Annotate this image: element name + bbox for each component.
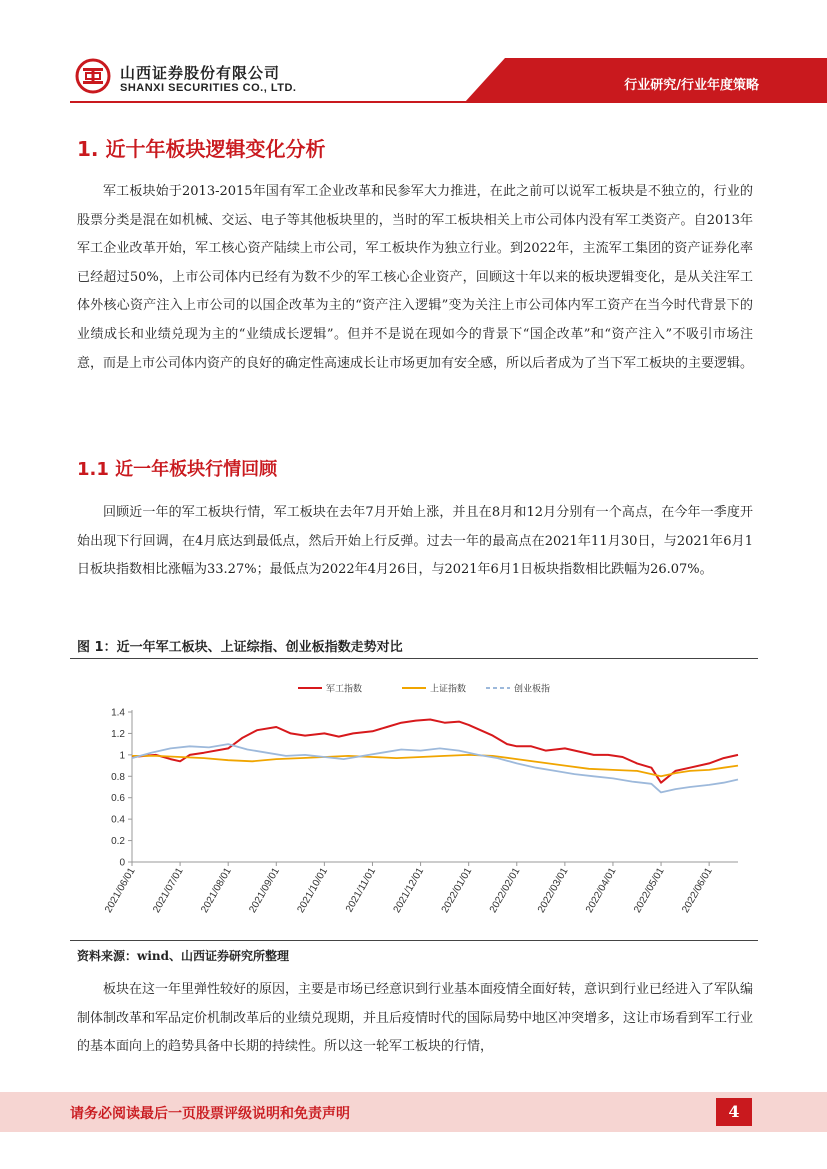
legend-label-1: 军工指数 [326,684,363,695]
section-heading-1: 1. 近十年板块逻辑变化分析 [77,137,326,161]
report-type-tag: 行业研究/行业年度策略 [624,78,759,93]
x-tick-label: 2022/01/01 [439,866,475,915]
figure-caption: 图 1：近一年军工板块、上证综指、创业板指数走势对比 [77,640,403,655]
trend-line-chart [70,662,758,938]
y-tick-label: 0.4 [111,814,125,826]
company-logo-icon [75,58,111,94]
y-tick-label: 0 [119,857,125,869]
x-tick-label: 2021/11/01 [343,866,379,915]
y-tick-label: 1 [119,750,125,762]
legend-label-2: 上证指数 [430,684,467,695]
x-tick-label: 2021/09/01 [247,866,282,915]
header-divider [70,101,827,103]
y-tick-label: 0.8 [111,771,125,783]
section-heading-1-1: 1.1 近一年板块行情回顾 [77,459,278,480]
company-name-en: SHANXI SECURITIES CO., LTD. [120,82,297,94]
x-tick-label: 2021/10/01 [295,866,330,915]
chart-container [70,662,758,938]
legend-label-3: 创业板指 [514,684,551,695]
page-number: 4 [716,1098,752,1126]
company-name-cn: 山西证券股份有限公司 [120,64,281,82]
figure-bottom-rule [70,940,758,941]
section-1-paragraph: 军工板块始于2013-2015年国有军工企业改革和民参军大力推进，在此之前可以说军工板块是不独立的，行业的股票分类是混在如机械、交运、电子等其他板块里的，当时的军工板块相关上市公司体内没有军工类资产。自2013年军工企业改革开始，军工核心资产陆续上市公司，军工板块作为独立行业。到2022年，主流军工集团的资产证券化率已经超过50%，上市公司体内已经有为数不少的军工核心企业资产，回顾这十年以来的板块逻辑变化，是从关注军工体外核心资产注入上市公司的以国企改革为主的“资产注入逻辑”变为关注上市公司体内军工资产在当今时代背景下的业绩成长和业绩兑现为主的“业绩成长逻辑”。但并不是说在现如今的背景下“国企改革”和“资产注入”不吸引市场注意，而是上市公司体内资产的良好的确定性高速成长让市场更加有安全感，所以后者成为了当下军工板块的主要逻辑。 [77,184,754,371]
x-tick-label: 2022/05/01 [632,866,667,915]
y-tick-label: 0.2 [111,836,125,848]
x-tick-label: 2022/06/01 [680,866,715,915]
y-tick-label: 1.4 [111,707,125,719]
y-tick-label: 1.2 [111,728,125,740]
x-tick-label: 2021/06/01 [103,866,138,915]
x-tick-label: 2022/02/01 [487,866,523,915]
series-line-3 [132,744,738,792]
figure-top-rule [70,658,758,659]
disclaimer-note: 请务必阅读最后一页股票评级说明和免责声明 [70,1106,350,1122]
figure-source: 资料来源：wind、山西证券研究所整理 [77,949,290,963]
continuation-paragraph: 板块在这一年里弹性较好的原因，主要是市场已经意识到行业基本面疫情全面好转，意识到行业已经进入了军队编制体制改革和军品定价机制改革后的业绩兑现期，并且后疫情时代的国际局势中地区冲突增多，这让市场看到军工行业的基本面向上的趋势具备中长期的持续性。所以这一轮军工板块的行情， [77,982,753,1055]
y-tick-label: 0.6 [111,793,125,805]
page-header [0,0,827,110]
x-tick-label: 2021/12/01 [391,866,427,915]
section-1-1-paragraph: 回顾近一年的军工板块行情，军工板块在去年7月开始上涨，并且在8月和12月分别有一个高点，在今年一季度开始出现下行回调，在4月底达到最低点，然后开始上行反弹。过去一年的最高点在2021年11月30日，与2021年6月1日板块指数相比涨幅为33.27%；最低点为2022年4月26日，与2021年6月1日板块指数相比跌幅为26.07%。 [77,505,753,578]
x-tick-label: 2022/04/01 [583,866,619,915]
x-tick-label: 2021/08/01 [199,866,234,915]
x-tick-label: 2022/03/01 [535,866,571,915]
x-tick-label: 2021/07/01 [151,866,186,915]
